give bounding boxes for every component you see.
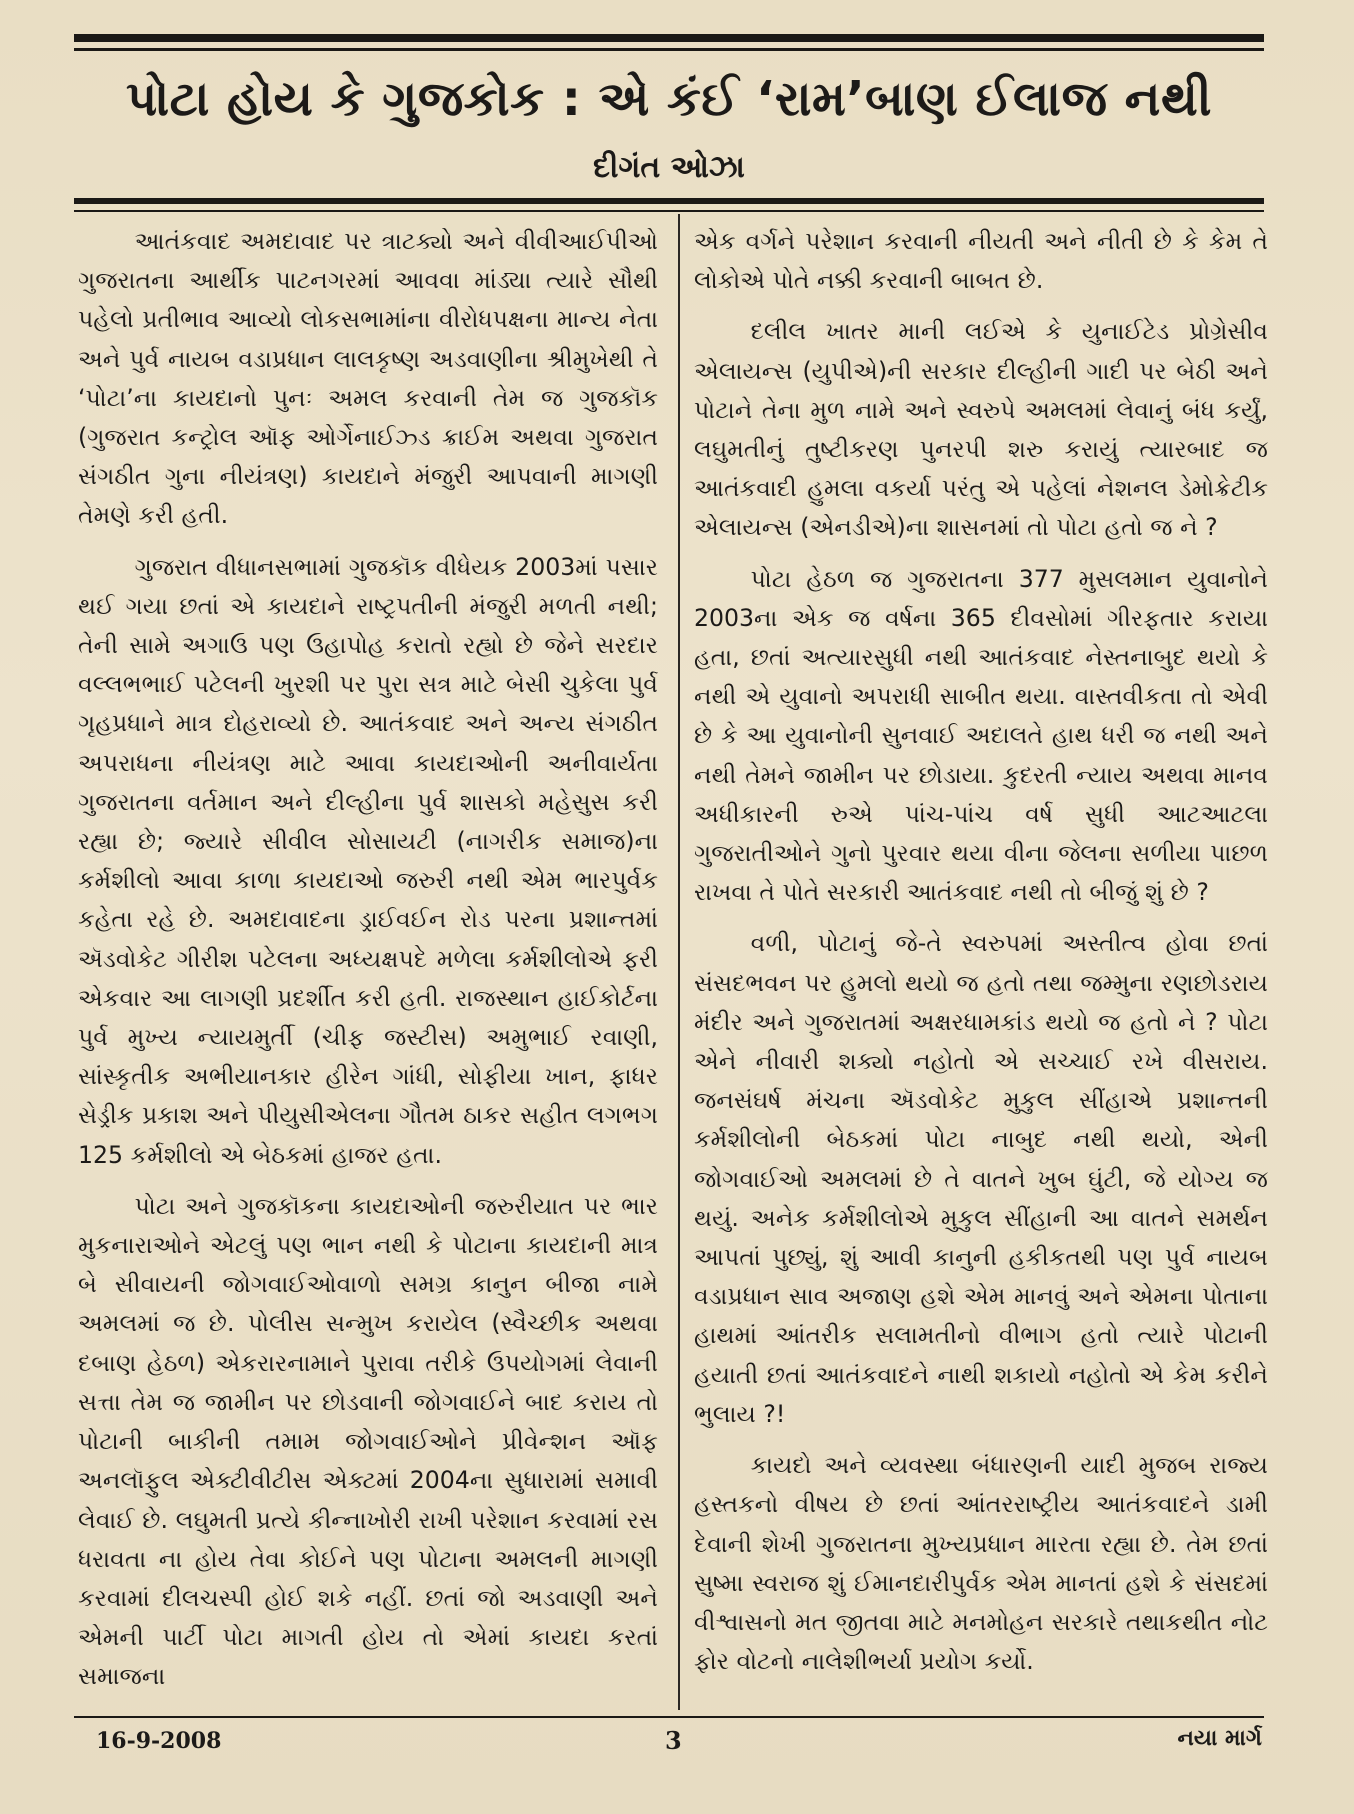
header-rule-thin (74, 210, 1264, 212)
left-column (78, 222, 658, 1708)
paragraph: ગુજરાત વીધાનસભામાં ગુજકૉક વીધેયક 2003માં પસાર થઈ ગયા છતાં એ કાયદાને રાષ્ટ્રપતીની મંજુરી મળતી નથી; તેની સામે અગાઉ પણ ઉહાપોહ કરાતો રહ્યો છે જેને સરદાર વલ્લભભાઈ પટેલની ખુરશી પર પુરા સત્ર માટે બેસી ચુકેલા પુર્વ ગૃહપ્રધાને માત્ર દોહરાવ્યો છે. આતંકવાદ અને અન્ય સંગઠીત અપરાધના નીયંત્રણ માટે આવા કાયદાઓની અનીવાર્યતા ગુજરાતના વર્તમાન અને દીલ્હીના પુર્વ શાસકો મહેસુસ કરી રહ્યા છે; જ્યારે સીવીલ સોસાયટી (નાગરીક સમાજ)ના કર્મશીલો આવા કાળા કાયદાઓ જરુરી નથી એમ ભારપુર્વક કહેતા રહે છે. અમદાવાદના ડ્રાઈવઈન રોડ પરના પ્રશાન્તમાં ઍડવોકેટ ગીરીશ પટેલના અધ્યક્ષપદે મળેલા કર્મશીલોએ ફરી એકવાર આ લાગણી પ્રદર્શીત કરી હતી. રાજસ્થાન હાઈકોર્ટના પુર્વ મુખ્ય ન્યાયમુર્તી (ચીફ જસ્ટીસ) અમુભાઈ રવાણી, સાંસ્કૃતીક અભીયાનકાર હીરેન ગાંધી, સોફીયા ખાન, ફાધર સેડ્રીક પ્રકાશ અને પીયુસીએલના ગૌતમ ઠાકર સહીત લગભગ 125 કર્મશીલો એ બેઠકમાં હાજર હતા. (78, 552, 658, 1169)
right-column (694, 222, 1268, 1708)
header-rule-thick (74, 198, 1264, 204)
footer-rule (74, 1716, 1264, 1718)
paragraph: દલીલ ખાતર માની લઈએ કે યુનાઈટેડ પ્રોગ્રેસીવ એલાયન્સ (યુપીએ)ની સરકાર દીલ્હીની ગાદી પર બેઠી અને પોટાને તેના મુળ નામે અને સ્વરુપે અમલમાં લેવાનું બંધ કર્યું, લઘુમતીનું તુષ્ટીકરણ પુનરપી શરુ કરાયું ત્યારબાદ જ આતંકવાદી હુમલા વકર્યા પરંતુ એ પહેલાં નેશનલ ડેમોક્રેટીક એલાયન્સ (એનડીએ)ના શાસનમાં તો પોટા હતો જ ને ? (694, 317, 1268, 542)
paragraph: વળી, પોટાનું જે-તે સ્વરુપમાં અસ્તીત્વ હોવા છતાં સંસદભવન પર હુમલો થયો જ હતો તથા જમ્મુના રણછોડરાય મંદીર અને ગુજરાતમાં અક્ષરધામકાંડ થયો જ હતો ને ? પોટા એને નીવારી શક્યો નહોતો એ સચ્ચાઈ રખે વીસરાય. જનસંઘર્ષ મંચના ઍડવોકેટ મુકુલ સીંહાએ પ્રશાન્તની કર્મશીલોની બેઠકમાં પોટા નાબુદ નથી થયો, એની જોગવાઈઓ અમલમાં છે તે વાતને ખુબ ઘુંટી, જે યોગ્ય જ થયું. અનેક કર્મશીલોએ મુકુલ સીંહાની આ વાતને સમર્થન આપતાં પુછ્યું, શું આવી કાનુની હકીકતથી પણ પુર્વ નાયબ વડાપ્રધાન સાવ અજાણ હશે એમ માનવું અને એમના પોતાના હાથમાં આંતરીક સલામતીનો વીભાગ હતો ત્યારે પોટાની હયાતી છતાં આતંકવાદને નાથી શકાયો નહોતો એ કેમ કરીને ભુલાય ?! (694, 929, 1268, 1428)
publication-name: નયા માર્ગ (1177, 1726, 1262, 1751)
paragraph: પોટા હેઠળ જ ગુજરાતના 377 મુસલમાન યુવાનોને 2003ના એક જ વર્ષના 365 દીવસોમાં ગીરફતાર કરાયા હતા, છતાં અત્યારસુધી નથી આતંકવાદ નેસ્તનાબુદ થયો કે નથી એ યુવાનો અપરાધી સાબીત થયા. વાસ્તવીકતા તો એવી છે કે આ યુવાનોની સુનવાઈ અદાલતે હાથ ધરી જ નથી અને નથી તેમને જામીન પર છોડાયા. કુદરતી ન્યાય અથવા માનવ અધીકારની રુએ પાંચ-પાંચ વર્ષ સુધી આટઆટલા ગુજરાતીઓને ગુનો પુરવાર થયા વીના જેલના સળીયા પાછળ રાખવા તે પોતે સરકારી આતંકવાદ નથી તો બીજું શું છે ? (694, 564, 1268, 907)
page-number: 3 (665, 1726, 682, 1755)
paragraph-continued: એક વર્ગને પરેશાન કરવાની નીયતી અને નીતી છે કે કેમ તે લોકોએ પોતે નક્કી કરવાની બાબત છે. (694, 227, 1268, 295)
paragraph: કાયદો અને વ્યવસ્થા બંધારણની યાદી મુજબ રાજ્ય હસ્તકનો વીષય છે છતાં આંતરરાષ્ટ્રીય આતંકવાદને ડામી દેવાની શેખી ગુજરાતના મુખ્યપ્રધાન મારતા રહ્યા છે. તેમ છતાં સુષ્મા સ્વરાજ શું ઈમાનદારીપુર્વક એમ માનતાં હશે કે સંસદમાં વીશ્વાસનો મત જીતવા માટે મનમોહન સરકારે તથાકથીત નોટ ફોર વોટનો નાલેશીભર્યા પ્રયોગ કર્યો. (694, 1451, 1268, 1676)
top-rule-thin (74, 48, 1264, 51)
article-headline: પોટા હોય કે ગુજકોક : એ કંઈ ‘રામ’બાણ ઈલાજ નથી (126, 71, 1212, 127)
article-author: દીગંત ઓઝા (593, 150, 745, 185)
paragraph: પોટા અને ગુજકૉકના કાયદાઓની જરુરીયાત પર ભાર મુકનારાઓને એટલું પણ ભાન નથી કે પોટાના કાયદાની માત્ર બે સીવાયની જોગવાઈઓવાળો સમગ્ર કાનુન બીજા નામે અમલમાં જ છે. પોલીસ સન્મુખ કરાયેલ (સ્વૈચ્છીક અથવા દબાણ હેઠળ) એકરારનામાને પુરાવા તરીકે ઉપયોગમાં લેવાની સત્તા તેમ જ જામીન પર છોડવાની જોગવાઈને બાદ કરાય તો પોટાની બાકીની તમામ જોગવાઈઓને પ્રીવેન્શન ઑફ અનલૉફુલ એક્ટીવીટીસ એક્ટમાં 2004ના સુધારામાં સમાવી લેવાઈ છે. લઘુમતી પ્રત્યે કીન્નાખોરી રાખી પરેશાન કરવામાં રસ ધરાવતા ના હોય તેવા કોઈને પણ પોટાના અમલની માગણી કરવામાં દીલચસ્પી હોઈ શકે નહીં. છતાં જો અડવાણી અને એમની પાર્ટી પોટા માગતી હોય તો એમાં કાયદા કરતાં સમાજના (78, 1191, 658, 1691)
top-rule-thick (74, 34, 1264, 42)
column-divider (678, 214, 680, 1710)
footer-date: 16-9-2008 (96, 1728, 222, 1754)
paragraph: આતંકવાદ અમદાવાદ પર ત્રાટક્યો અને વીવીઆઈપીઓ ગુજરાતના આર્થીક પાટનગરમાં આવવા માંડ્યા ત્યારે સૌથી પહેલો પ્રતીભાવ આવ્યો લોકસભામાંના વીરોધપક્ષના માન્ય નેતા અને પુર્વ નાયબ વડાપ્રધાન લાલકૃષ્ણ અડવાણીના શ્રીમુખેથી તે ‘પોટા’ના કાયદાનો પુનઃ અમલ કરવાની તેમ જ ગુજકૉક (ગુજરાત કન્ટ્રોલ ઑફ ઓર્ગેનાઈઝ્ડ ક્રાઈમ અથવા ગુજરાત સંગઠીત ગુના નીયંત્રણ) કાયદાને મંજુરી આપવાની માગણી તેમણે કરી હતી. (78, 227, 658, 530)
